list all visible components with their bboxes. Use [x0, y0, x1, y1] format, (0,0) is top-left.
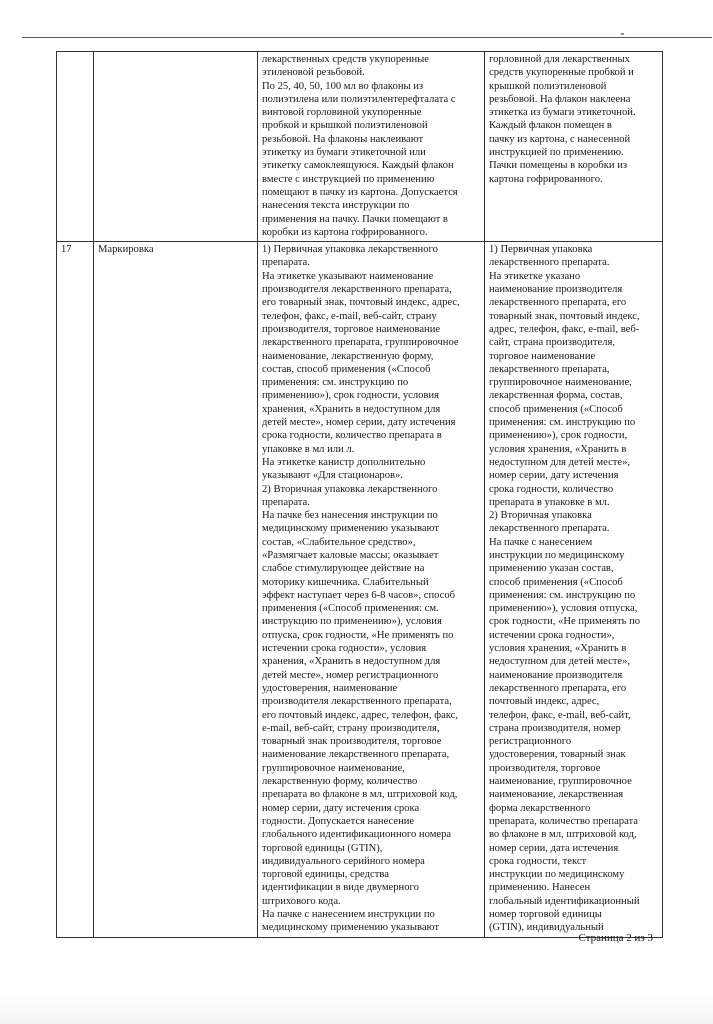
text-line: удостоверения, наименование [262, 682, 398, 694]
text-line: наименование производителя [489, 669, 623, 681]
text-line: Каждый флакон помещен в [489, 120, 612, 132]
requirement-text [262, 243, 480, 934]
text-line: 1) Первичная упаковка [489, 244, 593, 256]
text-line: группировочное наименование, [489, 377, 632, 389]
text-line: препарата. [262, 496, 310, 508]
text-line: товарный знак, почтовый индекс, [489, 310, 640, 322]
text-line: крышкой полиэтиленовой [489, 80, 607, 92]
row-number: 17 [57, 242, 94, 937]
text-line: «Размягчает каловые массы; оказывает [262, 549, 439, 561]
text-line: почтовый индекс, адрес, [489, 696, 600, 708]
text-line: форма лекарственного [489, 802, 591, 814]
table-row [57, 52, 663, 242]
text-line: слабое стимулирующее действие на [262, 563, 425, 575]
text-line: адрес, телефон, факс, e-mail, веб- [489, 323, 640, 335]
text-line: применения («Способ применения: см. [262, 603, 439, 615]
actual-result-cell [485, 52, 663, 242]
text-line: 2) Вторичная упаковка лекарственного [262, 483, 438, 495]
text-line: резьбовой. На флакон наклеена [489, 93, 631, 105]
text-line: недоступном для детей месте», [489, 656, 631, 668]
text-line: Пачки помещены в коробки из [489, 160, 628, 172]
text-line: страна производителя, номер [489, 722, 621, 734]
text-line: регистрационного [489, 736, 572, 748]
text-line: индивидуального серийного номера [262, 855, 425, 867]
text-line: лекарственного препарата, [489, 363, 610, 375]
top-rule [22, 37, 712, 38]
text-line: наименование, лекарственную форму, [262, 350, 434, 362]
text-line: На пачке с нанесением инструкции по [262, 909, 435, 920]
text-line: препарата. [262, 257, 310, 269]
text-line: срока годности, количество [489, 483, 614, 495]
text-line: телефон, факс, e-mail, веб-сайт, [489, 709, 631, 721]
text-line: производителя, торговое [489, 762, 601, 774]
text-line: торговой единицы, средства [262, 869, 389, 881]
text-line: номер серии, дату истечения [489, 470, 619, 482]
text-line: товарный знак производителя, торговое [262, 736, 442, 748]
actual-result-text [489, 53, 658, 186]
text-line: срока годности, количество препарата в [262, 430, 442, 442]
text-line: лекарственного препарата, его [489, 297, 627, 309]
text-line: моторику кишечника. Слабительный [262, 576, 429, 588]
text-line: годности. Допускается нанесение [262, 815, 415, 827]
corner-mark: - [620, 26, 625, 41]
text-line: его товарный знак, почтовый индекс, адрес, [262, 297, 460, 309]
indicator-name [94, 52, 258, 242]
text-line: срок годности, «Не применять по [489, 616, 641, 628]
requirement-text [262, 53, 480, 239]
text-line: номер серии, дату истечения срока [262, 802, 420, 814]
text-line: лекарственного препарата, группировочное [262, 337, 459, 349]
text-line: применению указан состав, [489, 563, 614, 575]
text-line: препарата во флаконе в мл, штриховой код, [262, 789, 458, 801]
text-line: горловиной для лекарственных [489, 54, 630, 65]
text-line: эффект наступает через 6-8 часов», способ [262, 589, 456, 601]
text-line: номер серии, дата истечения [489, 842, 619, 854]
text-line: лекарственную форму, количество [262, 776, 418, 788]
text-line: лекарственного препарата. [489, 257, 610, 269]
text-line: коробки из картона гофрированного. [262, 226, 428, 238]
text-line: По 25, 40, 50, 100 мл во флаконы из [262, 80, 424, 92]
text-line: глобального идентификационного номера [262, 829, 452, 841]
text-line: e-mail, веб-сайт, страну производителя, [262, 722, 440, 734]
row-number [57, 52, 94, 242]
text-line: инструкцией по применению. [489, 147, 624, 159]
text-line: истечении срока годности», [489, 629, 615, 641]
text-line: винтовой горловиной укупоренные [262, 107, 422, 119]
text-line: этикетка из бумаги этикеточной. [489, 107, 636, 119]
text-line: препарата, количество препарата [489, 815, 638, 827]
text-line: нанесения текста инструкции по [262, 200, 410, 212]
text-line: сайт, страна производителя, [489, 337, 616, 349]
text-line: производителя лекарственного препарата, [262, 284, 452, 296]
text-line: применения: см. инструкцию по [262, 377, 409, 389]
text-line: этикетку из бумаги этикеточной или [262, 147, 426, 159]
table-row [57, 242, 663, 937]
text-line: условия хранения, «Хранить в [489, 643, 627, 655]
text-line: применению»), срок годности, [489, 430, 628, 442]
text-line: резьбовой. На флаконы наклеивают [262, 133, 424, 145]
text-line: его почтовый индекс, адрес, телефон, факс, [262, 709, 459, 721]
text-line: лекарственная форма, состав, [489, 390, 623, 402]
text-line: пробкой и крышкой полиэтиленовой [262, 120, 428, 132]
text-line: этикетку самоклеящуюся. Каждый флакон [262, 160, 454, 172]
text-line: лекарственного препарата, его [489, 682, 627, 694]
text-line: применения: см. инструкцию по [489, 417, 636, 429]
text-line: лекарственного препарата. [489, 523, 610, 535]
text-line: штрихового кода. [262, 895, 341, 907]
text-line: группировочное наименование, [262, 762, 405, 774]
text-line: применению»), условия отпуска, [489, 603, 638, 615]
text-line: На пачке с нанесением [489, 536, 593, 548]
text-line: состав, «Слабительное средство», [262, 536, 416, 548]
text-line: На этикетке указано [489, 270, 581, 282]
text-line: детей месте», номер серии, дату истечения [262, 417, 456, 429]
text-line: производителя лекарственного препарата, [262, 696, 452, 708]
requirement-cell [258, 242, 485, 937]
text-line: производителя, торговое наименование [262, 323, 441, 335]
text-line: (GTIN), индивидуальный [489, 922, 604, 934]
text-line: истечении срока годности», условия [262, 643, 427, 655]
text-line: медицинскому применению указывают [262, 922, 439, 934]
text-line: наименование, группировочное [489, 776, 632, 788]
text-line: применению»), срок годности, условия [262, 390, 439, 402]
indicator-name: Маркировка [94, 242, 258, 937]
text-line: идентификации в виде двумерного [262, 882, 419, 894]
text-line: указывают «Для стационаров». [262, 470, 403, 482]
text-line: состав, способ применения («Способ [262, 363, 431, 375]
text-line: средств укупоренные пробкой и [489, 67, 634, 79]
text-line: этиленовой резьбовой. [262, 67, 365, 79]
text-line: 1) Первичная упаковка лекарственного [262, 244, 438, 256]
text-line: условия хранения, «Хранить в [489, 443, 627, 455]
text-line: На пачке без нанесения инструкции по [262, 510, 438, 522]
text-line: наименование, лекарственная [489, 789, 624, 801]
text-line: хранения, «Хранить в недоступном для [262, 656, 441, 668]
text-line: глобальный идентификационный [489, 895, 640, 907]
text-line: торговой единицы (GTIN), [262, 842, 383, 854]
text-line: лекарственных средств укупоренные [262, 54, 429, 65]
text-line: детей месте», номер регистрационного [262, 669, 439, 681]
text-line: наименование производителя [489, 284, 623, 296]
page-number: Страница 2 из 3 [578, 932, 653, 944]
text-line: номер торговой единицы [489, 909, 602, 920]
text-line: инструкции по медицинскому [489, 869, 625, 881]
text-line: применения на пачку. Пачки помещают в [262, 213, 448, 225]
text-line: способ применения («Способ [489, 576, 623, 588]
text-line: вместе с инструкцией по применению [262, 173, 435, 185]
text-line: телефон, факс, e-mail, веб-сайт, страну [262, 310, 437, 322]
actual-result-cell [485, 242, 663, 937]
actual-result-text [489, 243, 658, 934]
text-line: полиэтилена или полиэтилентерефталата с [262, 93, 456, 105]
text-line: способ применения («Способ [489, 403, 623, 415]
text-line: препарата в упаковке в мл. [489, 496, 610, 508]
text-line: помещают в пачку из картона. Допускается [262, 186, 458, 198]
text-line: недоступном для детей месте», [489, 456, 631, 468]
text-line: пачку из картона, с нанесенной [489, 133, 631, 145]
text-line: инструкции по медицинскому [489, 549, 625, 561]
text-line: удостоверения, товарный знак [489, 749, 626, 761]
text-line: во флаконе в мл, штриховой код, [489, 829, 637, 841]
text-line: срока годности, текст [489, 855, 587, 867]
text-line: картона гофрированного. [489, 173, 603, 185]
text-line: наименование лекарственного препарата, [262, 749, 450, 761]
text-line: хранения, «Хранить в недоступном для [262, 403, 441, 415]
text-line: На этикетке канистр дополнительно [262, 456, 426, 468]
specification-table [56, 51, 663, 938]
text-line: отпуска, срок годности, «Не применять по [262, 629, 454, 641]
scan-edge [0, 992, 713, 1024]
text-line: упаковке в мл или л. [262, 443, 355, 455]
text-line: применения: см. инструкцию по [489, 589, 636, 601]
text-line: 2) Вторичная упаковка [489, 510, 592, 522]
text-line: инструкцию по применению»), условия [262, 616, 442, 628]
text-line: медицинскому применению указывают [262, 523, 439, 535]
text-line: применению. Нанесен [489, 882, 591, 894]
text-line: торговое наименование [489, 350, 596, 362]
requirement-cell [258, 52, 485, 242]
text-line: На этикетке указывают наименование [262, 270, 434, 282]
